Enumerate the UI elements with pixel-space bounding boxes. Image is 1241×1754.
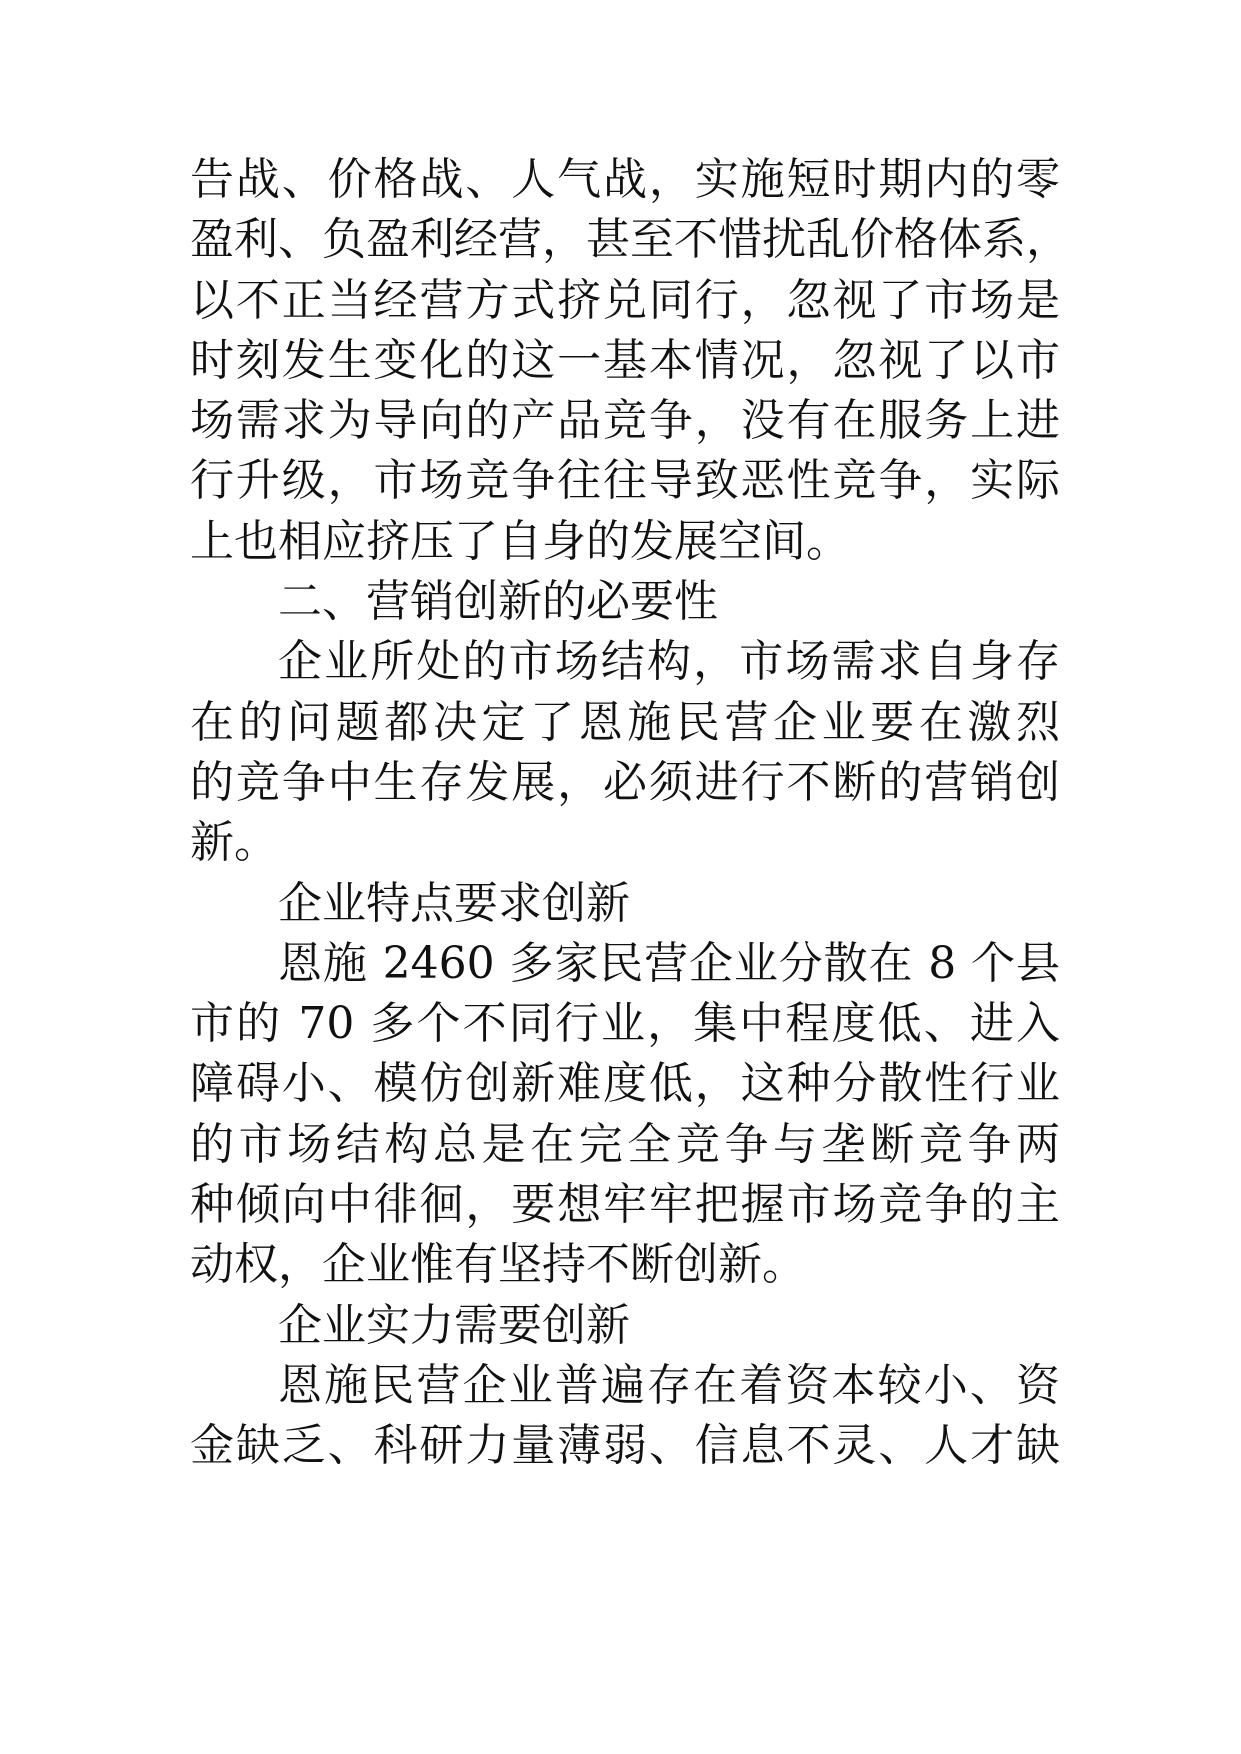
text-line: 以不正当经营方式挤兑同行，忽视了市场是 <box>190 274 1060 326</box>
text-line: 的市场结构总是在完全竞争与垄断竞争两 <box>190 1118 1060 1170</box>
subheading <box>190 874 1060 934</box>
text-line: 时刻发生变化的这一基本情况，忽视了以市 <box>190 334 1060 386</box>
text-line: 的竞争中生存发展，必须进行不断的营销创 <box>190 756 1060 808</box>
section-heading <box>190 572 1060 632</box>
paragraph-continuation <box>190 150 1070 572</box>
text-line: 告战、价格战、人气战，实施短时期内的零 <box>190 154 1060 205</box>
text-line: 场需求为导向的产品竞争，没有在服务上进 <box>190 395 1060 447</box>
text-line: 恩施民营企业普遍存在着资本较小、资 <box>278 1359 1060 1411</box>
paragraph-enterprise-strength <box>190 1356 1060 1477</box>
document-body <box>190 150 1070 1477</box>
text-line: 动权，企业惟有坚持不断创新。 <box>190 1239 806 1291</box>
text-line: 上也相应挤压了自身的发展空间。 <box>190 515 850 567</box>
text-line: 金缺乏、科研力量薄弱、信息不灵、人才缺 <box>190 1420 1060 1472</box>
paragraph-enterprise-features <box>190 934 1060 1296</box>
text-line: 行升级，市场竞争往往导致恶性竞争，实际 <box>190 455 1060 507</box>
text-line: 新。 <box>190 817 278 869</box>
heading-text: 企业实力需要创新 <box>278 1299 630 1351</box>
text-line: 市的 70 多个不同行业，集中程度低、进入 <box>190 998 1060 1050</box>
text-line: 企业所处的市场结构，市场需求自身存 <box>278 636 1060 688</box>
heading-text: 二、营销创新的必要性 <box>278 576 718 628</box>
text-line: 恩施 2460 多家民营企业分散在 8 个县 <box>278 937 1060 989</box>
heading-text: 企业特点要求创新 <box>278 877 630 929</box>
paragraph-market-structure <box>190 632 1060 873</box>
text-line: 在的问题都决定了恩施民营企业要在激烈 <box>190 696 1060 748</box>
subheading <box>190 1296 1060 1356</box>
text-line: 盈利、负盈利经营，甚至不惜扰乱价格体系， <box>190 214 1070 266</box>
text-line: 障碍小、模仿创新难度低，这种分散性行业 <box>190 1058 1060 1110</box>
text-line: 种倾向中徘徊，要想牢牢把握市场竞争的主 <box>190 1179 1060 1231</box>
